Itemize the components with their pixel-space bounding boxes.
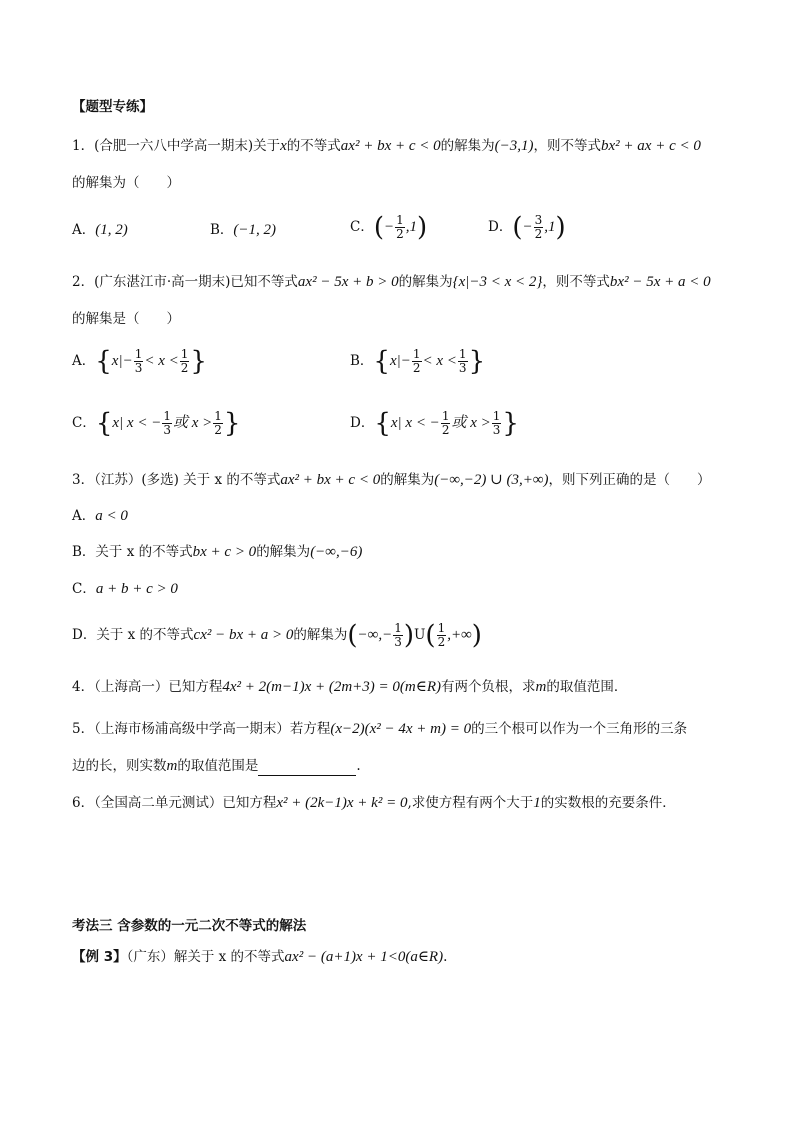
answer-blank[interactable] [258, 761, 356, 776]
q3-option-a [72, 506, 128, 526]
q5-end: . [356, 758, 361, 774]
numerator: 1 [458, 347, 467, 361]
option-value: x|− [111, 353, 133, 369]
denominator: 3 [134, 361, 143, 375]
fraction [393, 622, 403, 649]
q2-solution-set: {x|−3 < x < 2} [452, 274, 543, 290]
option-value: (−1, 2) [233, 222, 277, 238]
option-value: ,+∞ [447, 627, 472, 643]
right-paren: ) [471, 620, 482, 651]
q5-var: m [166, 758, 178, 774]
q3-option-b [72, 542, 362, 562]
q6-number: 1 [533, 795, 541, 811]
example-3 [72, 947, 447, 967]
option-value: (−∞,−6) [310, 544, 363, 560]
option-text: 的解集为 [293, 627, 348, 643]
fraction [534, 214, 544, 241]
q3-option-d [72, 622, 482, 649]
option-label: B． [210, 222, 234, 238]
q2-inequality-2: bx² − 5x + a < 0 [609, 274, 711, 290]
option-value: − [384, 219, 395, 235]
left-paren: ( [512, 212, 523, 243]
option-value: −∞,− [357, 627, 393, 643]
option-label: C． [350, 219, 374, 235]
option-label: C． [72, 581, 96, 597]
option-label: A． [72, 353, 96, 369]
q1-text-2: 的解集为 [440, 138, 495, 154]
q4-text: 有两个负根，求 [441, 679, 536, 695]
q5-source: 5．（上海市杨浦高级中学高一期末）若方程 [72, 721, 331, 737]
numerator: 1 [492, 409, 501, 423]
q5-text: 的三个根可以作为一个三角形的三条 [471, 721, 688, 737]
q2-option-d [350, 410, 519, 437]
q2-inequality-1: ax² − 5x + b > 0 [297, 274, 399, 290]
q4-source: 4．（上海高一）已知方程 [72, 679, 223, 695]
option-value: ,1 [544, 219, 556, 235]
q2-line2: 的解集是（ ） [72, 311, 180, 327]
fraction [180, 348, 190, 375]
q1-line2: 的解集为（ ） [72, 175, 180, 191]
denominator: 2 [534, 227, 543, 241]
q4-var: m [535, 679, 547, 695]
option-value: − [522, 219, 533, 235]
q1-inequality-2: bx² + ax + c < 0 [601, 138, 701, 154]
option-value: a + b + c > 0 [95, 581, 178, 597]
example-label: 【例 3】 [72, 949, 127, 965]
q4-text-end: 的取值范围． [546, 679, 628, 695]
q1-var-x: x [280, 138, 287, 154]
fraction [458, 348, 468, 375]
option-label: A． [72, 222, 96, 238]
option-label: D． [350, 415, 375, 431]
right-brace: } [190, 346, 207, 377]
section-title: 考法三 含参数的一元二次不等式的解法 [72, 918, 307, 934]
q3-inequality: ax² + bx + c < 0 [280, 472, 381, 488]
option-label: B． [72, 544, 96, 560]
option-label: B． [350, 353, 374, 369]
denominator: 2 [437, 635, 446, 649]
numerator: 1 [394, 621, 402, 635]
denominator: 3 [492, 423, 501, 437]
q1-option-a [72, 220, 128, 240]
q5-text-3: 的取值范围是 [177, 758, 259, 774]
q1-option-c [350, 214, 427, 241]
option-value: x|− [389, 353, 411, 369]
union-symbol: U [414, 627, 426, 643]
fraction [395, 214, 405, 241]
q1-text-3: ，则不等式 [533, 138, 602, 154]
fraction [213, 410, 223, 437]
left-brace: { [373, 346, 390, 377]
right-brace: } [468, 346, 486, 377]
option-value: (1, 2) [95, 222, 128, 238]
fraction [134, 348, 144, 375]
denominator: 2 [180, 361, 189, 375]
q6-text-end: 的实数根的充要条件． [540, 795, 676, 811]
left-brace: { [374, 408, 391, 439]
denominator: 2 [441, 423, 450, 437]
left-brace: { [95, 346, 112, 377]
numerator: 1 [396, 213, 404, 227]
right-paren: ) [555, 212, 566, 243]
q3-source: 3．（江苏）(多选) 关于 x 的不等式 [72, 472, 281, 488]
option-value: bx + c > 0 [192, 544, 257, 560]
denominator: 3 [163, 423, 171, 437]
left-paren: ( [425, 620, 436, 651]
q3-solution-set: (−∞,−2) ∪ (3,+∞) [434, 472, 549, 488]
fraction [162, 410, 172, 437]
q4-equation: 4x² + 2(m−1)x + (2m+3) = 0(m∈R) [222, 679, 442, 695]
q2-option-c [72, 410, 240, 437]
fraction [412, 348, 422, 375]
denominator: 2 [412, 361, 421, 375]
option-text: 关于 x 的不等式 [95, 544, 193, 560]
numerator: 1 [441, 409, 450, 423]
q1-source: 1．(合肥一六八中学高一期末)关于 [72, 138, 281, 154]
q5-line2 [72, 756, 361, 776]
option-value: cx² − bx + a > 0 [193, 627, 294, 643]
example-text: （广东）解关于 x 的不等式 [126, 949, 285, 965]
option-value: < x < [144, 353, 179, 369]
option-value: ,1 [405, 219, 418, 235]
option-value: a < 0 [95, 508, 128, 524]
q2-option-a [72, 348, 207, 375]
q3-line1 [72, 470, 711, 490]
q2-line1 [72, 272, 711, 292]
q3-text-end: ，则下列正确的是（ ） [548, 472, 711, 488]
q1-option-d [488, 214, 566, 241]
example-inequality: ax² − (a+1)x + 1<0(a∈R) [284, 949, 444, 965]
q5-text-2: 边的长，则实数 [72, 758, 167, 774]
q4-line [72, 677, 627, 697]
denominator: 3 [394, 635, 402, 649]
q6-text: ,求使方程有两个大于 [407, 795, 534, 811]
q6-source: 6．（全国高二单元测试）已知方程 [72, 795, 277, 811]
right-brace: } [223, 408, 241, 439]
denominator: 3 [458, 361, 467, 375]
q2-source: 2．(广东湛江市·高一期末)已知不等式 [72, 274, 298, 290]
right-brace: } [502, 408, 519, 439]
q2-text: 的解集为 [398, 274, 453, 290]
numerator: 1 [180, 347, 189, 361]
right-paren: ) [417, 212, 428, 243]
option-value: 或 x > [451, 415, 491, 431]
option-label: D． [488, 219, 513, 235]
q2-text-2: ，则不等式 [542, 274, 610, 290]
q5-line1 [72, 719, 687, 739]
option-value: < x < [422, 353, 457, 369]
q3-text: 的解集为 [380, 472, 435, 488]
numerator: 1 [134, 347, 143, 361]
fraction [437, 622, 447, 649]
option-text: 关于 x 的不等式 [96, 627, 194, 643]
q6-equation: x² + (2k−1)x + k² = 0 [276, 795, 408, 811]
section-header: 【题型专练】 [72, 99, 153, 115]
fraction [492, 410, 502, 437]
q6-line [72, 793, 676, 813]
denominator: 2 [396, 227, 404, 241]
option-text: 的解集为 [256, 544, 311, 560]
numerator: 1 [214, 409, 222, 423]
option-value: 或 x > [172, 415, 213, 431]
numerator: 1 [437, 621, 446, 635]
q3-option-c [72, 579, 178, 599]
q1-text: 的不等式 [286, 138, 341, 154]
fraction [441, 410, 451, 437]
example-end: . [443, 949, 448, 965]
q1-solution-set: (−3,1) [494, 138, 534, 154]
q5-equation: (x−2)(x² − 4x + m) = 0 [330, 721, 472, 737]
q1-option-b [210, 220, 276, 240]
option-value: x| x < − [112, 415, 162, 431]
denominator: 2 [214, 423, 222, 437]
left-paren: ( [373, 212, 384, 243]
numerator: 1 [412, 347, 421, 361]
right-paren: ) [403, 620, 415, 651]
q1-inequality-1: ax² + bx + c < 0 [340, 138, 441, 154]
option-value: x| x < − [390, 415, 440, 431]
left-brace: { [95, 408, 113, 439]
numerator: 3 [534, 213, 543, 227]
option-label: C． [72, 415, 96, 431]
option-label: A． [72, 508, 96, 524]
q2-option-b [350, 348, 485, 375]
numerator: 1 [163, 409, 171, 423]
q1-line1 [72, 136, 701, 156]
option-label: D． [72, 627, 97, 643]
left-paren: ( [347, 620, 358, 651]
